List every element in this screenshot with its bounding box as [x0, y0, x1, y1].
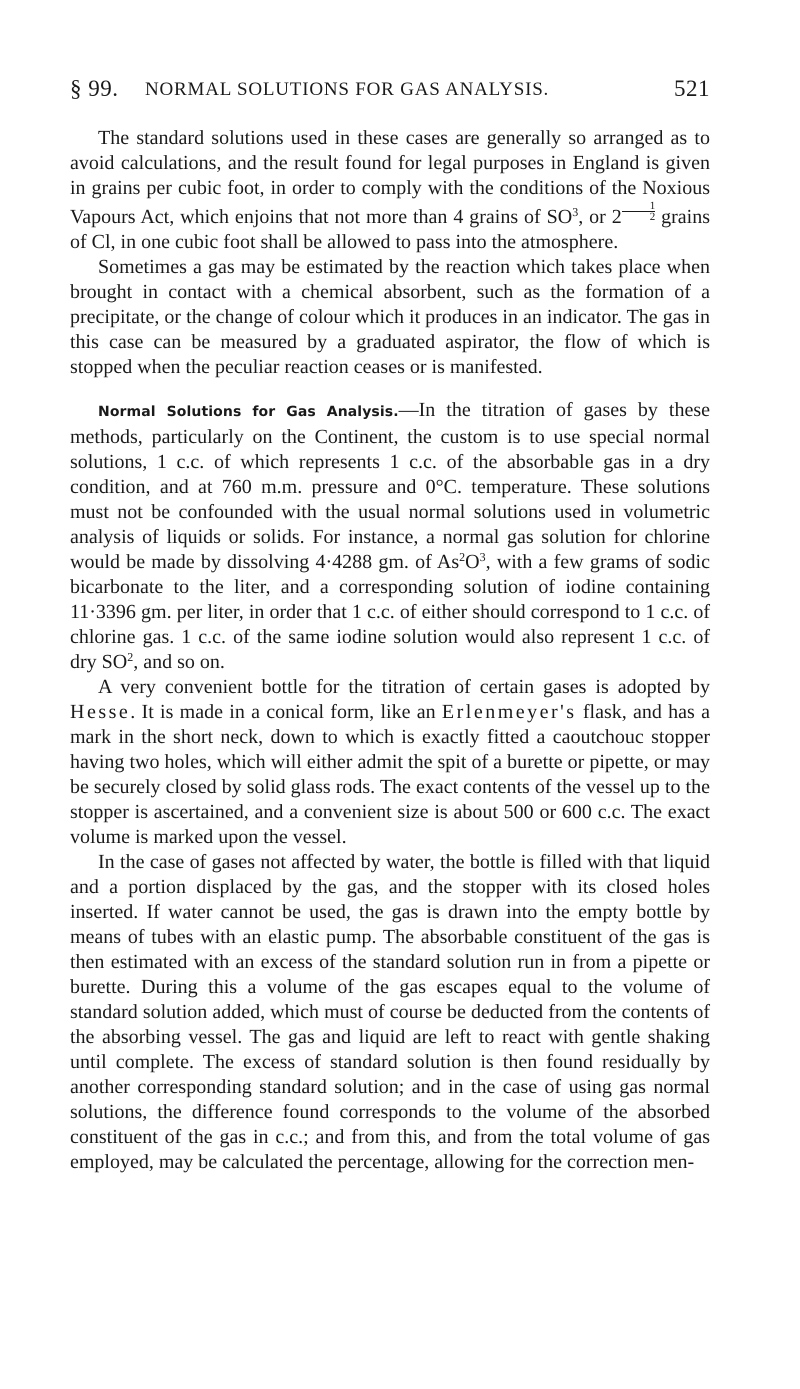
body-text	[70, 126, 710, 1175]
name-erlenmeyer: Erlenmeyer's	[441, 701, 577, 723]
running-head	[70, 76, 710, 110]
paragraph-gas-procedure: In the case of gases not affected by water, the bottle is filled with that liquid and a portion displaced by the gas, and the stopper with its closed holes inserted. If water cannot be used, the gas is drawn into the empty bottle by means of tubes with an elastic pump. The absorbable constituent of the gas is then estimated with an excess of the standard solution run in from a pipette or burette. During this a volume of the gas escapes equal to the volume of standard solution added, which must of course be deducted from the contents of the absorbing vessel. The gas and liquid are left to react with gentle shaking until complete. The excess of standard solution is then found residually by another corresponding standard solution; and in the case of using gas normal solutions, the difference found corresponds to the volume of the absorbed constituent of the gas in c.c.; and from this, and from the total volume of gas employed, may be calculated the percentage, allowing for the correction men-	[70, 851, 710, 1173]
paragraph-normal-solutions: Normal Solutions for Gas Analysis.—In the titration of gases by these methods, particularly on the Continent, the custom is to use special normal solutions, 1 c.c. of which represents 1 c.c. of the absorbable gas in a dry condition, and at 760 m.m. pressure and 0°C. temperature. These solutions must not be confounded with the usual normal solutions used in volumetric analysis of liquids or solids. For instance, a normal gas solution for chlorine would be made by dissolving 4·4288 gm. of $As^2O^3$, with a few grams of sodic bicarbonate to the liter, and a corresponding solution of iodine containing 11·3396 gm. per liter, in order that 1 c.c. of either should correspond to 1 c.c. of chlorine gas. 1 c.c. of the same iodine solution would also represent 1 c.c. of dry $SO^2$, and so on.	[70, 399, 711, 673]
page-number: 521	[674, 76, 710, 101]
name-hesse: Hesse	[70, 701, 131, 723]
running-title: NORMAL SOLUTIONS FOR GAS ANALYSIS.	[145, 79, 550, 100]
book-page	[70, 76, 711, 1173]
section-number: § 99.	[70, 76, 119, 101]
section-heading: Normal Solutions for Gas Analysis.	[98, 404, 399, 420]
paragraph-hesse-bottle: A very convenient bottle for the titration of certain gases is adopted by Hesse. It is made in a conical form, like an Erlenmeyer's flask, and has a mark in the short neck, down to which is exactly fitted a caoutchouc stopper having two holes, which will either admit the spit of a burette or pipette, or may be securely closed by solid glass rods. The exact contents of the vessel up to the stopper is ascertained, and a convenient size is about 500 or 600 c.c. The exact volume is marked upon the vessel.	[70, 676, 710, 848]
fraction-one-half: $\frac{1}{2}$	[622, 201, 656, 222]
paragraph-standard-solutions: The standard solutions used in these cases are generally so arranged as to avoid calculations, and the result found for legal purposes in England is given in grains per cubic foot, in order to comply with the conditions of the Noxious Vapours Act, which enjoins that not more than 4 grains of $SO^3$, or 2 $\frac{1}{2}$ grains of Cl, in one cubic foot shall be allowed to pass into the atmosphere.	[70, 127, 710, 253]
paragraph-chemical-absorbent: Sometimes a gas may be estimated by the reaction which takes place when brought in contact with a chemical absorbent, such as the formation of a precipitate, or the change of colour which it produces in an indicator. The gas in this case can be measured by a graduated aspirator, the flow of which is stopped when the peculiar reaction ceases or is manifested.	[70, 256, 710, 378]
